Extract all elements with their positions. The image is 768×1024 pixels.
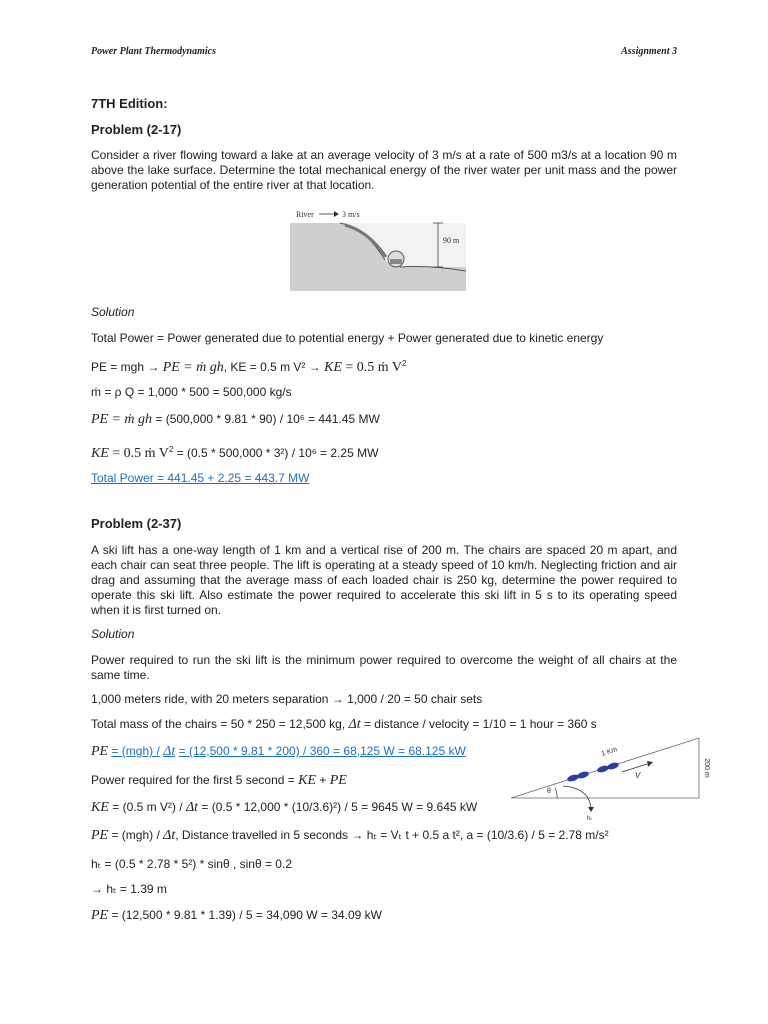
chair-sets-line: 1,000 meters ride, with 20 meters separation → 1,000 / 20 = 50 chair sets (91, 692, 483, 706)
pe-symbol: PE (329, 773, 347, 788)
ke-accel-line (91, 800, 477, 815)
mass-flow-line: ṁ = ρ Q = 1,000 * 500 = 500,000 kg/s (91, 385, 292, 399)
height-calc-line: hₜ = (0.5 * 2.78 * 5²) * sinθ , sinθ = 0.2 (91, 857, 292, 871)
pe-symbol: PE (91, 744, 109, 759)
ke-formula: = 0.5 ṁ V (345, 360, 402, 375)
distance-calc: , Distance travelled in 5 seconds → hₜ = Vₜ t + 0.5 a t², a = (10/3.6) / 5 = 2.78 m/s² (175, 828, 609, 842)
problem-2-37-title: Problem (2-37) (91, 516, 182, 531)
pe-accel-line (91, 828, 609, 843)
pe-final-calc: = (12,500 * 9.81 * 1.39) / 5 = 34,090 W = 34.09 kW (111, 908, 382, 922)
problem-2-17-statement: Consider a river flowing toward a lake at an average velocity of 3 m/s at a rate of 500 m3/s at a location 90 m above the lake surface. Determine the total mechanical energy of the river water per unit mass and the power generation potential of the entire river at that location. (91, 148, 677, 192)
river-figure (290, 205, 466, 291)
delta-t-symbol: Δt (185, 800, 199, 815)
pe-formula: = (mgh) / (111, 744, 160, 758)
ke-symbol: KE (91, 446, 109, 461)
running-header-right: Assignment 3 (621, 46, 677, 57)
first-5s-line (91, 773, 347, 788)
total-power-definition: Total Power = Power generated due to potential energy + Power generated due to kinetic energy (91, 331, 604, 345)
ke-formula: = 0.5 ṁ V (112, 446, 169, 461)
delta-t-symbol: Δt (163, 744, 176, 759)
pe-ke-formulas (91, 356, 406, 375)
plus-sign: + (319, 773, 327, 787)
velocity-label: V (635, 771, 641, 780)
first-5s-text: Power required for the first 5 second = (91, 773, 295, 787)
velocity-label: 3 m/s (342, 210, 360, 219)
height-result-line: → hₜ = 1.39 m (91, 882, 167, 896)
height-label: 90 m (443, 236, 460, 245)
ke-symbol: KE (324, 360, 342, 375)
pe-symbol: PE (91, 908, 109, 923)
pe-formula: = ṁ gh (111, 412, 153, 427)
ke-symbol: KE (298, 773, 317, 788)
edition-heading: 7TH Edition: (91, 96, 168, 111)
ke-symbol: KE (91, 800, 109, 815)
ski-solution-intro: Power required to run the ski lift is the minimum power required to overcome the weight of all chairs at the same time. (91, 653, 677, 682)
angle-label: θ (547, 788, 551, 795)
delta-t-symbol: Δt (163, 828, 176, 843)
total-mass-text: Total mass of the chairs = 50 * 250 = 12,500 kg, (91, 717, 346, 731)
pe-formula: = (mgh) / (111, 828, 160, 842)
pe-symbol: PE (91, 412, 109, 427)
ski-lift-figure (507, 730, 719, 822)
solution-label-1: Solution (91, 305, 135, 319)
pe-final-line (91, 908, 382, 923)
pe-text: PE = mgh → (91, 360, 160, 374)
pe-calc: = (500,000 * 9.81 * 90) / 10⁶ = 441.45 MW (155, 412, 380, 426)
h-label: hₜ (587, 816, 593, 822)
ke-formula: = (0.5 m V²) / (112, 800, 183, 814)
pe-symbol: PE (162, 360, 180, 375)
ke-result-line (91, 442, 378, 461)
pe-result-line (91, 412, 380, 427)
solution-label-2: Solution (91, 627, 135, 641)
ke-calc: = (0.5 * 500,000 * 3²) / 10⁶ = 2.25 MW (176, 446, 379, 460)
time-calc: = distance / velocity = 1/10 = 1 hour = 360 s (363, 717, 597, 731)
ke-exponent: 2 (168, 445, 174, 454)
pe-symbol: PE (91, 828, 109, 843)
length-label: 1 Km (600, 746, 619, 758)
problem-2-17-title: Problem (2-17) (91, 122, 182, 137)
ke-text: , KE = 0.5 m V² → (223, 360, 321, 374)
pe-power-line (91, 744, 466, 759)
ke-exponent: 2 (402, 359, 407, 368)
delta-t-symbol: Δt (348, 717, 361, 732)
ke-accel-calc: = (0.5 * 12,000 * (10/3.6)²) / 5 = 9645 W = 9.645 kW (201, 800, 478, 814)
pe-formula: = ṁ gh (183, 360, 224, 375)
total-power-result: Total Power = 441.45 + 2.25 = 443.7 MW (91, 471, 310, 485)
river-label: River (296, 210, 314, 219)
rise-label: 200 m (703, 758, 710, 778)
running-header-left: Power Plant Thermodynamics (91, 46, 216, 57)
problem-2-37-statement: A ski lift has a one-way length of 1 km and a vertical rise of 200 m. The chairs are spaced 20 m apart, and each chair can seat three people. The lift is operating at a steady speed of 10 km/h. Neglecting friction and air drag and assuming that the average mass of each loaded chair is 250 kg, determine the power required to operate this ski lift. Also estimate the power required to accelerate this ski lift in 5 s to its operating speed when it is first turned on. (91, 543, 677, 617)
pe-power-calc: = (12,500 * 9.81 * 200) / 360 = 68,125 W = 68.125 kW (178, 744, 466, 758)
